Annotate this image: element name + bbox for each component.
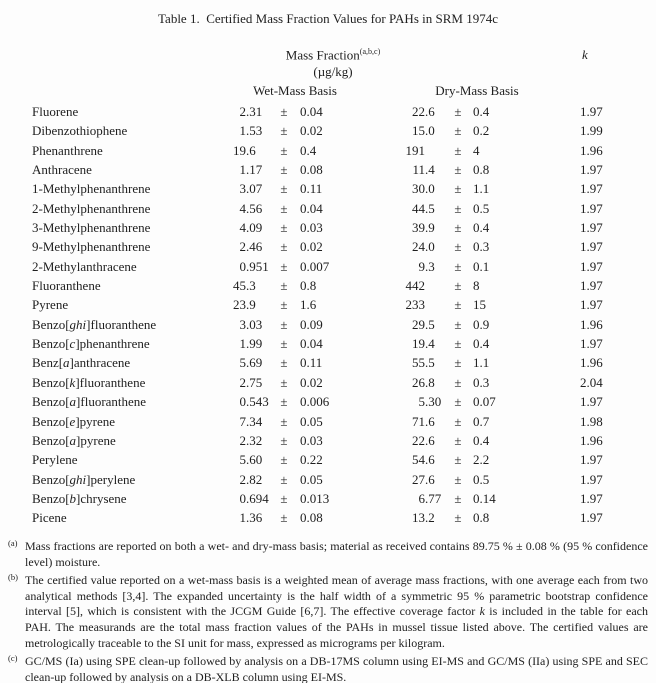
wet-value-int: 5	[239, 452, 246, 468]
plus-minus-sign: ±	[280, 374, 288, 390]
compound-name: 1-Methylphenanthrene	[32, 181, 151, 197]
wet-uncertainty: 0.02	[300, 123, 323, 139]
wet-uncertainty: 0.03	[300, 432, 323, 448]
table-row	[32, 412, 648, 431]
compound-name: Picene	[32, 510, 67, 526]
dry-value-int: 22	[412, 104, 425, 119]
dry-value-frac: .0	[425, 123, 435, 139]
wet-value-frac: .07	[246, 181, 263, 197]
table-row	[32, 450, 648, 469]
coverage-factor-value: 1.97	[580, 162, 603, 178]
wet-uncertainty: 0.8	[300, 278, 317, 294]
dry-value-int: 39	[412, 220, 425, 236]
dry-value-int: 29	[412, 316, 425, 332]
wet-uncertainty: 0.11	[300, 181, 323, 197]
dry-value-frac	[425, 276, 452, 295]
plus-minus-sign: ±	[454, 239, 462, 255]
wet-value-int: 1	[239, 510, 246, 526]
table-row	[32, 199, 648, 218]
footnote-text: GC/MS (Ia) using SPE clean-up followed by analysis on a DB-17MS column using EI-MS and GC/MS (IIa) using SPE and SEC clean-up followed by analysis on a DB-XLB column using EI-MS.	[25, 654, 648, 683]
wet-value-frac: .6	[246, 142, 256, 158]
coverage-factor-value: 1.97	[580, 510, 603, 526]
plus-minus-sign: ±	[280, 142, 288, 158]
plus-minus-sign: ±	[280, 123, 288, 139]
compound-name: Perylene	[32, 452, 78, 468]
compound-name: Fluoranthene	[32, 278, 101, 294]
table-body	[32, 102, 648, 528]
compound-name: Phenanthrene	[32, 142, 103, 158]
table-row	[32, 315, 648, 334]
wet-uncertainty: 0.007	[300, 258, 330, 274]
wet-value-int: 0	[239, 490, 246, 506]
coverage-factor-value: 1.97	[580, 104, 603, 119]
wet-uncertainty: 0.05	[300, 413, 323, 429]
dry-value-frac: .4	[425, 162, 435, 178]
wet-value-int: 2	[239, 104, 246, 119]
coverage-factor-value: 2.04	[580, 374, 603, 390]
dry-value-frac	[425, 141, 452, 160]
footnote-marker: (a)	[8, 538, 18, 548]
plus-minus-sign: ±	[454, 452, 462, 468]
dry-uncertainty: 0.4	[473, 432, 490, 448]
dry-value-int: 233	[405, 297, 425, 313]
dry-uncertainty: 0.9	[473, 316, 490, 332]
plus-minus-sign: ±	[454, 510, 462, 526]
wet-uncertainty: 0.04	[300, 336, 323, 352]
dry-value-int: 44	[412, 200, 425, 216]
wet-value-frac: .09	[246, 220, 263, 236]
wet-value-frac: .75	[246, 374, 263, 390]
wet-uncertainty: 0.013	[300, 490, 330, 506]
dry-value-int: 26	[412, 374, 425, 390]
dry-uncertainty: 0.1	[473, 258, 490, 274]
dry-value-int: 191	[405, 142, 425, 158]
compound-name: 9-Methylphenanthrene	[32, 239, 151, 255]
plus-minus-sign: ±	[280, 220, 288, 236]
coverage-factor-column-header: k	[582, 47, 588, 62]
plus-minus-sign: ±	[280, 510, 288, 526]
table-row	[32, 102, 648, 121]
coverage-factor-value: 1.97	[580, 181, 603, 197]
dry-value-int: 71	[412, 413, 425, 429]
dry-value-int: 13	[412, 510, 425, 526]
plus-minus-sign: ±	[454, 432, 462, 448]
plus-minus-sign: ±	[454, 297, 462, 313]
plus-minus-sign: ±	[280, 413, 288, 429]
dry-value-int: 19	[412, 336, 425, 352]
compound-name: Benzo[b]chrysene	[32, 490, 127, 506]
coverage-factor-value: 1.98	[580, 413, 603, 429]
wet-value-int: 2	[239, 432, 246, 448]
plus-minus-sign: ±	[454, 123, 462, 139]
wet-value-int: 1	[239, 123, 246, 139]
plus-minus-sign: ±	[454, 394, 462, 410]
dry-value-frac: .4	[425, 336, 435, 352]
wet-uncertainty: 0.02	[300, 239, 323, 255]
dry-value-frac: .5	[425, 355, 435, 371]
coverage-factor-value: 1.97	[580, 394, 603, 410]
plus-minus-sign: ±	[454, 200, 462, 216]
coverage-factor-value: 1.97	[580, 200, 603, 216]
plus-minus-sign: ±	[454, 355, 462, 371]
table-row	[32, 489, 648, 508]
table-row	[32, 179, 648, 198]
plus-minus-sign: ±	[280, 181, 288, 197]
wet-value-int: 1	[239, 336, 246, 352]
wet-value-frac: .46	[246, 239, 263, 255]
footnote-text: The certified value reported on a wet-mass basis is a weighted mean of average mass fractions, with one average each from two analytical methods [3,4]. The expanded uncertainty is the half width of a symmetric 95 % parametric bootstrap confidence interval [5], which is consistent with the JCGM Guide [6,7]. The effective coverage factor k is included in the table for each PAH. The measurands are the total mass fraction values of the PAHs in mussel tissue listed above. The certified values are metrologically traceable to the SI unit for mass, expressed as micrograms per kilogram.	[25, 573, 648, 650]
dry-value-int: 27	[412, 471, 425, 487]
dry-value-int: 15	[412, 123, 425, 139]
footnote	[8, 651, 648, 683]
dry-value-int: 6	[418, 490, 425, 506]
wet-value-frac: .9	[246, 297, 256, 313]
dry-uncertainty: 4	[473, 142, 480, 158]
wet-value-frac: .31	[246, 104, 263, 119]
plus-minus-sign: ±	[280, 471, 288, 487]
dry-value-int: 5	[418, 394, 425, 410]
coverage-factor-value: 1.96	[580, 316, 603, 332]
table-row	[32, 295, 648, 314]
dry-value-frac: .6	[425, 471, 435, 487]
dry-uncertainty: 0.4	[473, 104, 490, 119]
coverage-factor-value: 1.97	[580, 452, 603, 468]
table-row	[32, 470, 648, 489]
compound-name: Benzo[ghi]perylene	[32, 471, 136, 487]
table-row	[32, 392, 648, 411]
plus-minus-sign: ±	[280, 452, 288, 468]
wet-value-frac: .82	[246, 471, 263, 487]
wet-value-frac: .53	[246, 123, 263, 139]
dry-value-frac: .0	[425, 181, 435, 197]
table-row	[32, 334, 648, 353]
wet-uncertainty: 0.04	[300, 200, 323, 216]
dry-uncertainty: 2.2	[473, 452, 490, 468]
dry-value-frac: .77	[425, 490, 442, 506]
plus-minus-sign: ±	[280, 162, 288, 178]
wet-value-int: 2	[239, 239, 246, 255]
compound-name: Benzo[e]pyrene	[32, 413, 116, 429]
compound-name: 3-Methylphenanthrene	[32, 220, 151, 236]
wet-value-int: 45	[233, 278, 246, 294]
footnote	[8, 536, 648, 570]
mass-fraction-header	[5, 47, 656, 63]
table-row	[32, 373, 648, 392]
coverage-factor-value: 1.97	[580, 220, 603, 236]
plus-minus-sign: ±	[454, 181, 462, 197]
plus-minus-sign: ±	[454, 258, 462, 274]
wet-value-int: 2	[239, 471, 246, 487]
wet-mass-basis-header: Wet-Mass Basis	[253, 83, 337, 98]
wet-value-int: 4	[239, 200, 246, 216]
plus-minus-sign: ±	[454, 413, 462, 429]
dry-uncertainty: 0.7	[473, 413, 490, 429]
wet-value-frac: .951	[246, 258, 269, 274]
coverage-factor-value: 1.97	[580, 297, 603, 313]
dry-uncertainty: 0.14	[473, 490, 496, 506]
dry-value-int: 11	[412, 162, 425, 178]
dry-uncertainty: 0.3	[473, 374, 490, 390]
table-row	[32, 353, 648, 372]
compound-name: 2-Methylphenanthrene	[32, 200, 151, 216]
table-row	[32, 257, 648, 276]
plus-minus-sign: ±	[454, 104, 462, 119]
compound-name: Benzo[k]fluoranthene	[32, 374, 146, 390]
dry-value-frac: .6	[425, 452, 435, 468]
wet-value-frac: .56	[246, 200, 263, 216]
table-row	[32, 276, 648, 295]
plus-minus-sign: ±	[280, 200, 288, 216]
table-row	[32, 160, 648, 179]
coverage-factor-value: 1.97	[580, 258, 603, 274]
wet-uncertainty: 0.05	[300, 471, 323, 487]
dry-value-frac: .8	[425, 374, 435, 390]
dry-value-int: 22	[412, 432, 425, 448]
wet-value-frac: .36	[246, 510, 263, 526]
compound-name: Anthracene	[32, 162, 92, 178]
compound-name: Dibenzothiophene	[32, 123, 128, 139]
plus-minus-sign: ±	[280, 490, 288, 506]
compound-name: Pyrene	[32, 297, 69, 313]
wet-value-frac: .99	[246, 336, 263, 352]
coverage-factor-value: 1.99	[580, 123, 603, 139]
dry-value-frac: .5	[425, 200, 435, 216]
table-row	[32, 141, 648, 160]
compound-name: 2-Methylanthracene	[32, 258, 137, 274]
compound-name: Benzo[a]pyrene	[32, 432, 116, 448]
dry-uncertainty: 8	[473, 278, 480, 294]
unit-header: (µg/kg)	[313, 64, 353, 79]
dry-value-int: 24	[412, 239, 425, 255]
wet-uncertainty: 0.09	[300, 316, 323, 332]
wet-value-int: 23	[233, 297, 246, 313]
dry-value-frac: .6	[425, 413, 435, 429]
dry-value-frac: .3	[425, 258, 435, 274]
wet-value-int: 3	[239, 181, 246, 197]
dry-value-frac: .6	[425, 104, 435, 119]
wet-value-frac: .34	[246, 413, 263, 429]
coverage-factor-value: 1.97	[580, 336, 603, 352]
plus-minus-sign: ±	[454, 162, 462, 178]
dry-uncertainty: 0.5	[473, 471, 490, 487]
wet-value-int: 5	[239, 355, 246, 371]
dry-value-frac: .9	[425, 220, 435, 236]
coverage-factor-value: 1.97	[580, 490, 603, 506]
wet-uncertainty: 0.08	[300, 162, 323, 178]
footnote-text: Mass fractions are reported on both a wet- and dry-mass basis; material as received contains 89.75 % ± 0.08 % (95 % confidence level) moisture.	[25, 539, 648, 569]
wet-uncertainty: 0.006	[300, 394, 330, 410]
plus-minus-sign: ±	[280, 355, 288, 371]
footnote	[8, 570, 648, 651]
wet-value-int: 1	[239, 162, 246, 178]
wet-value-frac: .17	[246, 162, 263, 178]
dry-value-frac: .5	[425, 316, 435, 332]
wet-value-frac: .694	[246, 490, 269, 506]
plus-minus-sign: ±	[454, 220, 462, 236]
wet-value-int: 2	[239, 374, 246, 390]
plus-minus-sign: ±	[280, 316, 288, 332]
wet-value-int: 0	[239, 394, 246, 410]
plus-minus-sign: ±	[454, 471, 462, 487]
plus-minus-sign: ±	[454, 142, 462, 158]
dry-uncertainty: 0.8	[473, 510, 490, 526]
coverage-factor-value: 1.97	[580, 278, 603, 294]
wet-uncertainty: 0.22	[300, 452, 323, 468]
plus-minus-sign: ±	[280, 239, 288, 255]
dry-uncertainty: 0.2	[473, 123, 490, 139]
wet-value-frac: .3	[246, 278, 256, 294]
footnote-marker: (b)	[8, 572, 18, 583]
wet-value-frac: .543	[246, 394, 269, 410]
coverage-factor-value: 1.97	[580, 471, 603, 487]
dry-value-int: 30	[412, 181, 425, 197]
compound-name: Benz[a]anthracene	[32, 355, 131, 371]
plus-minus-sign: ±	[280, 336, 288, 352]
compound-name: Fluorene	[32, 104, 79, 119]
dry-uncertainty: 1.1	[473, 355, 490, 371]
footnote-reference-sup: (a,b,c)	[359, 47, 381, 56]
dry-uncertainty: 0.4	[473, 220, 490, 236]
dry-uncertainty: 0.4	[473, 336, 490, 352]
mass-fraction-label: Mass Fraction	[285, 47, 360, 63]
compound-name: Benzo[ghi]fluoranthene	[32, 316, 157, 332]
plus-minus-sign: ±	[280, 258, 288, 274]
wet-uncertainty: 0.04	[300, 104, 323, 119]
table-row	[32, 121, 648, 140]
wet-value-int: 0	[239, 258, 246, 274]
wet-uncertainty: 1.6	[300, 297, 317, 313]
coverage-factor-value: 1.96	[580, 432, 603, 448]
dry-uncertainty: 0.3	[473, 239, 490, 255]
plus-minus-sign: ±	[280, 278, 288, 294]
dry-value-int: 442	[405, 278, 425, 294]
dry-uncertainty: 0.8	[473, 162, 490, 178]
dry-value-frac: .6	[425, 432, 435, 448]
coverage-factor-value: 1.97	[580, 239, 603, 255]
dry-value-frac: .2	[425, 510, 435, 526]
table-row	[32, 237, 648, 256]
dry-value-frac: .30	[425, 394, 442, 410]
plus-minus-sign: ±	[280, 104, 288, 119]
wet-uncertainty: 0.11	[300, 355, 323, 371]
table-row	[32, 431, 648, 450]
coverage-factor-value: 1.96	[580, 142, 603, 158]
footnote-marker: (c)	[8, 653, 18, 664]
table-row	[32, 508, 648, 527]
wet-value-frac: .32	[246, 432, 263, 448]
wet-uncertainty: 0.08	[300, 510, 323, 526]
table-row	[32, 218, 648, 237]
wet-value-int: 19	[233, 142, 246, 158]
dry-value-frac: .0	[425, 239, 435, 255]
dry-uncertainty: 15	[473, 297, 486, 313]
wet-value-frac: .60	[246, 452, 263, 468]
plus-minus-sign: ±	[454, 316, 462, 332]
plus-minus-sign: ±	[280, 394, 288, 410]
wet-uncertainty: 0.4	[300, 142, 317, 158]
dry-uncertainty: 0.5	[473, 200, 490, 216]
dry-value-int: 9	[418, 258, 425, 274]
dry-value-int: 55	[412, 355, 425, 371]
wet-value-frac: .03	[246, 316, 263, 332]
plus-minus-sign: ±	[454, 278, 462, 294]
dry-value-int: 54	[412, 452, 425, 468]
dry-uncertainty: 0.07	[473, 394, 496, 410]
wet-uncertainty: 0.02	[300, 374, 323, 390]
wet-value-int: 7	[239, 413, 246, 429]
compound-name: Benzo[c]phenanthrene	[32, 336, 150, 352]
wet-value-int: 3	[239, 316, 246, 332]
wet-value-int: 4	[239, 220, 246, 236]
table-title: Table 1. Certified Mass Fraction Values for PAHs in SRM 1974c	[158, 11, 498, 26]
footnotes-section	[8, 536, 648, 683]
plus-minus-sign: ±	[454, 490, 462, 506]
dry-value-frac	[425, 295, 452, 314]
plus-minus-sign: ±	[280, 297, 288, 313]
dry-uncertainty: 1.1	[473, 181, 490, 197]
plus-minus-sign: ±	[454, 374, 462, 390]
dry-mass-basis-header: Dry-Mass Basis	[435, 83, 519, 98]
plus-minus-sign: ±	[454, 336, 462, 352]
compound-name: Benzo[a]fluoranthene	[32, 394, 147, 410]
coverage-factor-value: 1.96	[580, 355, 603, 371]
wet-value-frac: .69	[246, 355, 263, 371]
plus-minus-sign: ±	[280, 432, 288, 448]
wet-uncertainty: 0.03	[300, 220, 323, 236]
